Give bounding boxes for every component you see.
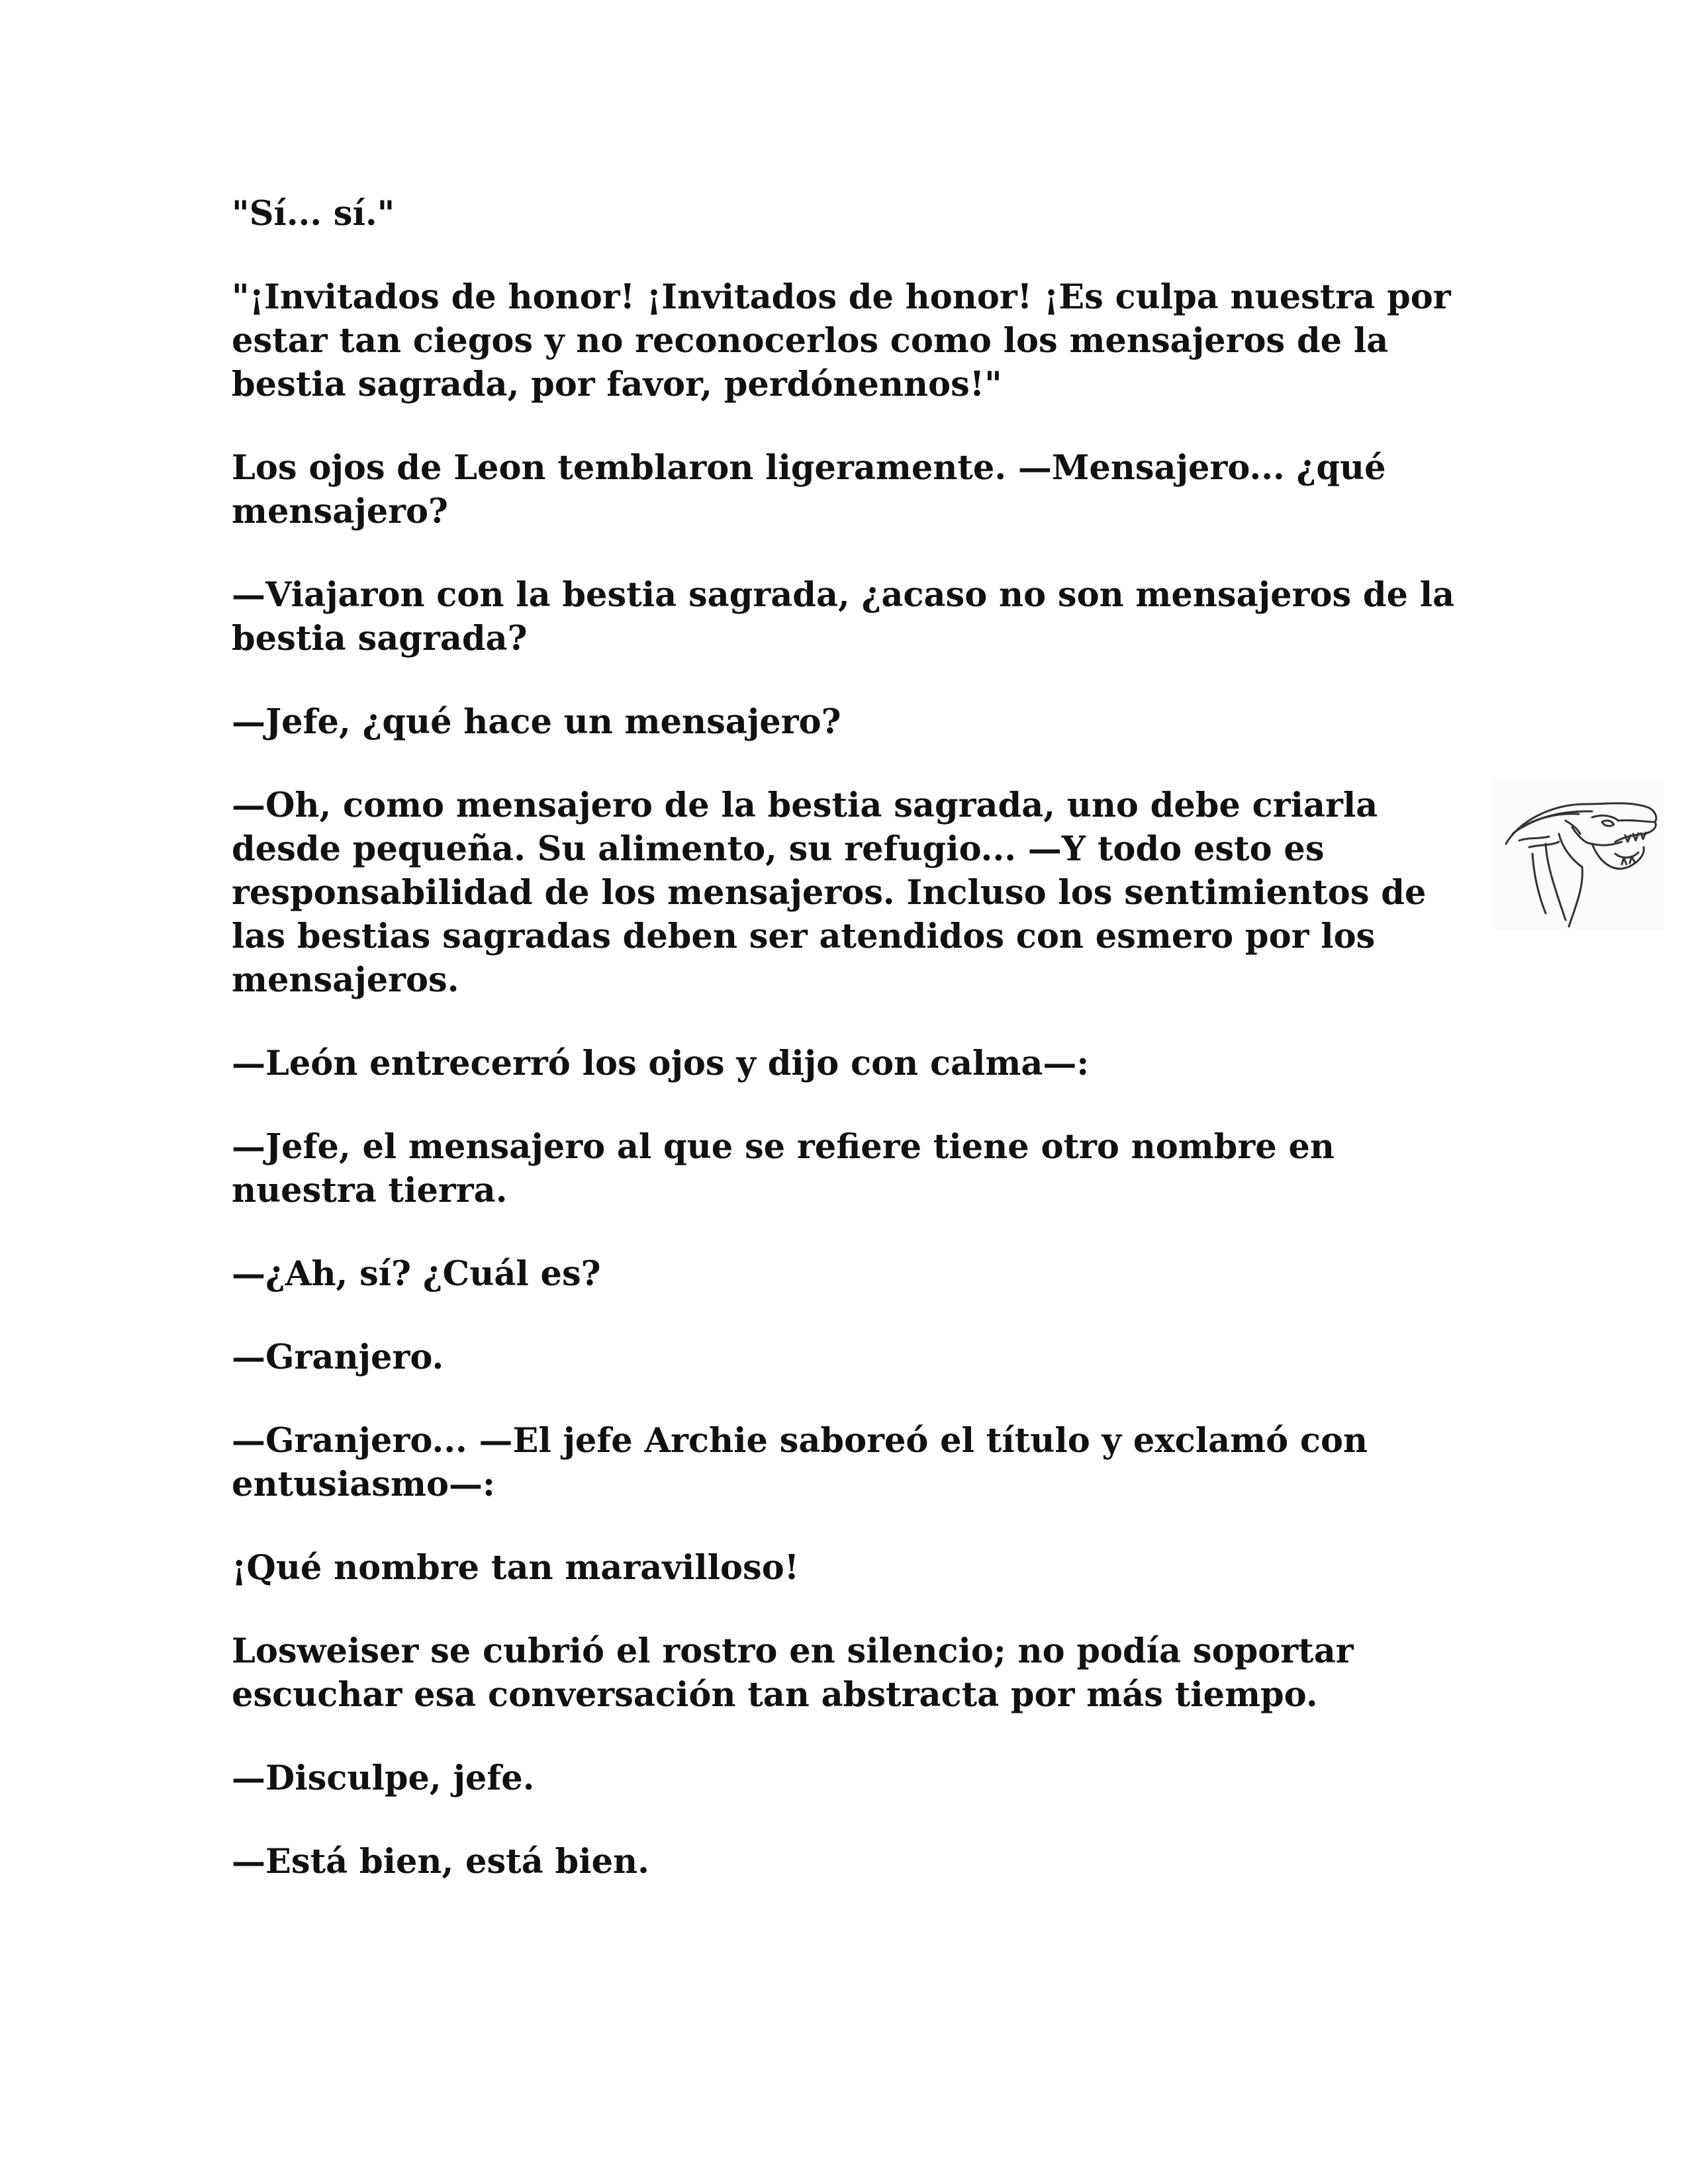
- paragraph: "¡Invitados de honor! ¡Invitados de honor! ¡Es culpa nuestra por estar tan ciegos y no reconocerlos como los mensajeros de la bestia sagrada, por favor, perdónennos!": [232, 277, 1451, 404]
- dinosaur-head-sketch-svg: [1493, 781, 1665, 930]
- paragraph: Los ojos de Leon temblaron ligeramente. —Mensajero... ¿qué mensajero?: [232, 448, 1386, 531]
- dinosaur-head-sketch-icon: [1493, 781, 1665, 930]
- paragraph: "Sí... sí.": [232, 194, 395, 234]
- paragraph: —Viajaron con la bestia sagrada, ¿acaso no son mensajeros de la bestia sagrada?: [232, 575, 1455, 659]
- paragraph: —Jefe, el mensajero al que se refiere tiene otro nombre en nuestra tierra.: [232, 1127, 1335, 1210]
- paragraph: —Disculpe, jefe.: [232, 1758, 535, 1798]
- paragraph: —Está bien, está bien.: [232, 1842, 649, 1882]
- paragraph: —Granjero... —El jefe Archie saboreó el título y exclamó con entusiasmo—:: [232, 1421, 1368, 1504]
- paragraph: ¡Qué nombre tan maravilloso!: [232, 1548, 800, 1588]
- paragraph: —Oh, como mensajero de la bestia sagrada, uno debe criarla desde pequeña. Su alimento, su refugio... —Y todo esto es responsabilidad de los mensajeros. Incluso los sentimientos de las bestias sagradas deben ser atendidos con esmero por los mensajeros.: [232, 786, 1427, 1000]
- paragraph: Losweiser se cubrió el rostro en silencio; no podía soportar escuchar esa conversación tan abstracta por más tiempo.: [232, 1631, 1354, 1715]
- paragraph: —León entrecerró los ojos y dijo con calma—:: [232, 1044, 1090, 1083]
- body-text: [232, 192, 1456, 1923]
- paragraph: —¿Ah, sí? ¿Cuál es?: [232, 1254, 601, 1294]
- paragraph: —Granjero.: [232, 1338, 444, 1377]
- paragraph: —Jefe, ¿qué hace un mensajero?: [232, 702, 841, 742]
